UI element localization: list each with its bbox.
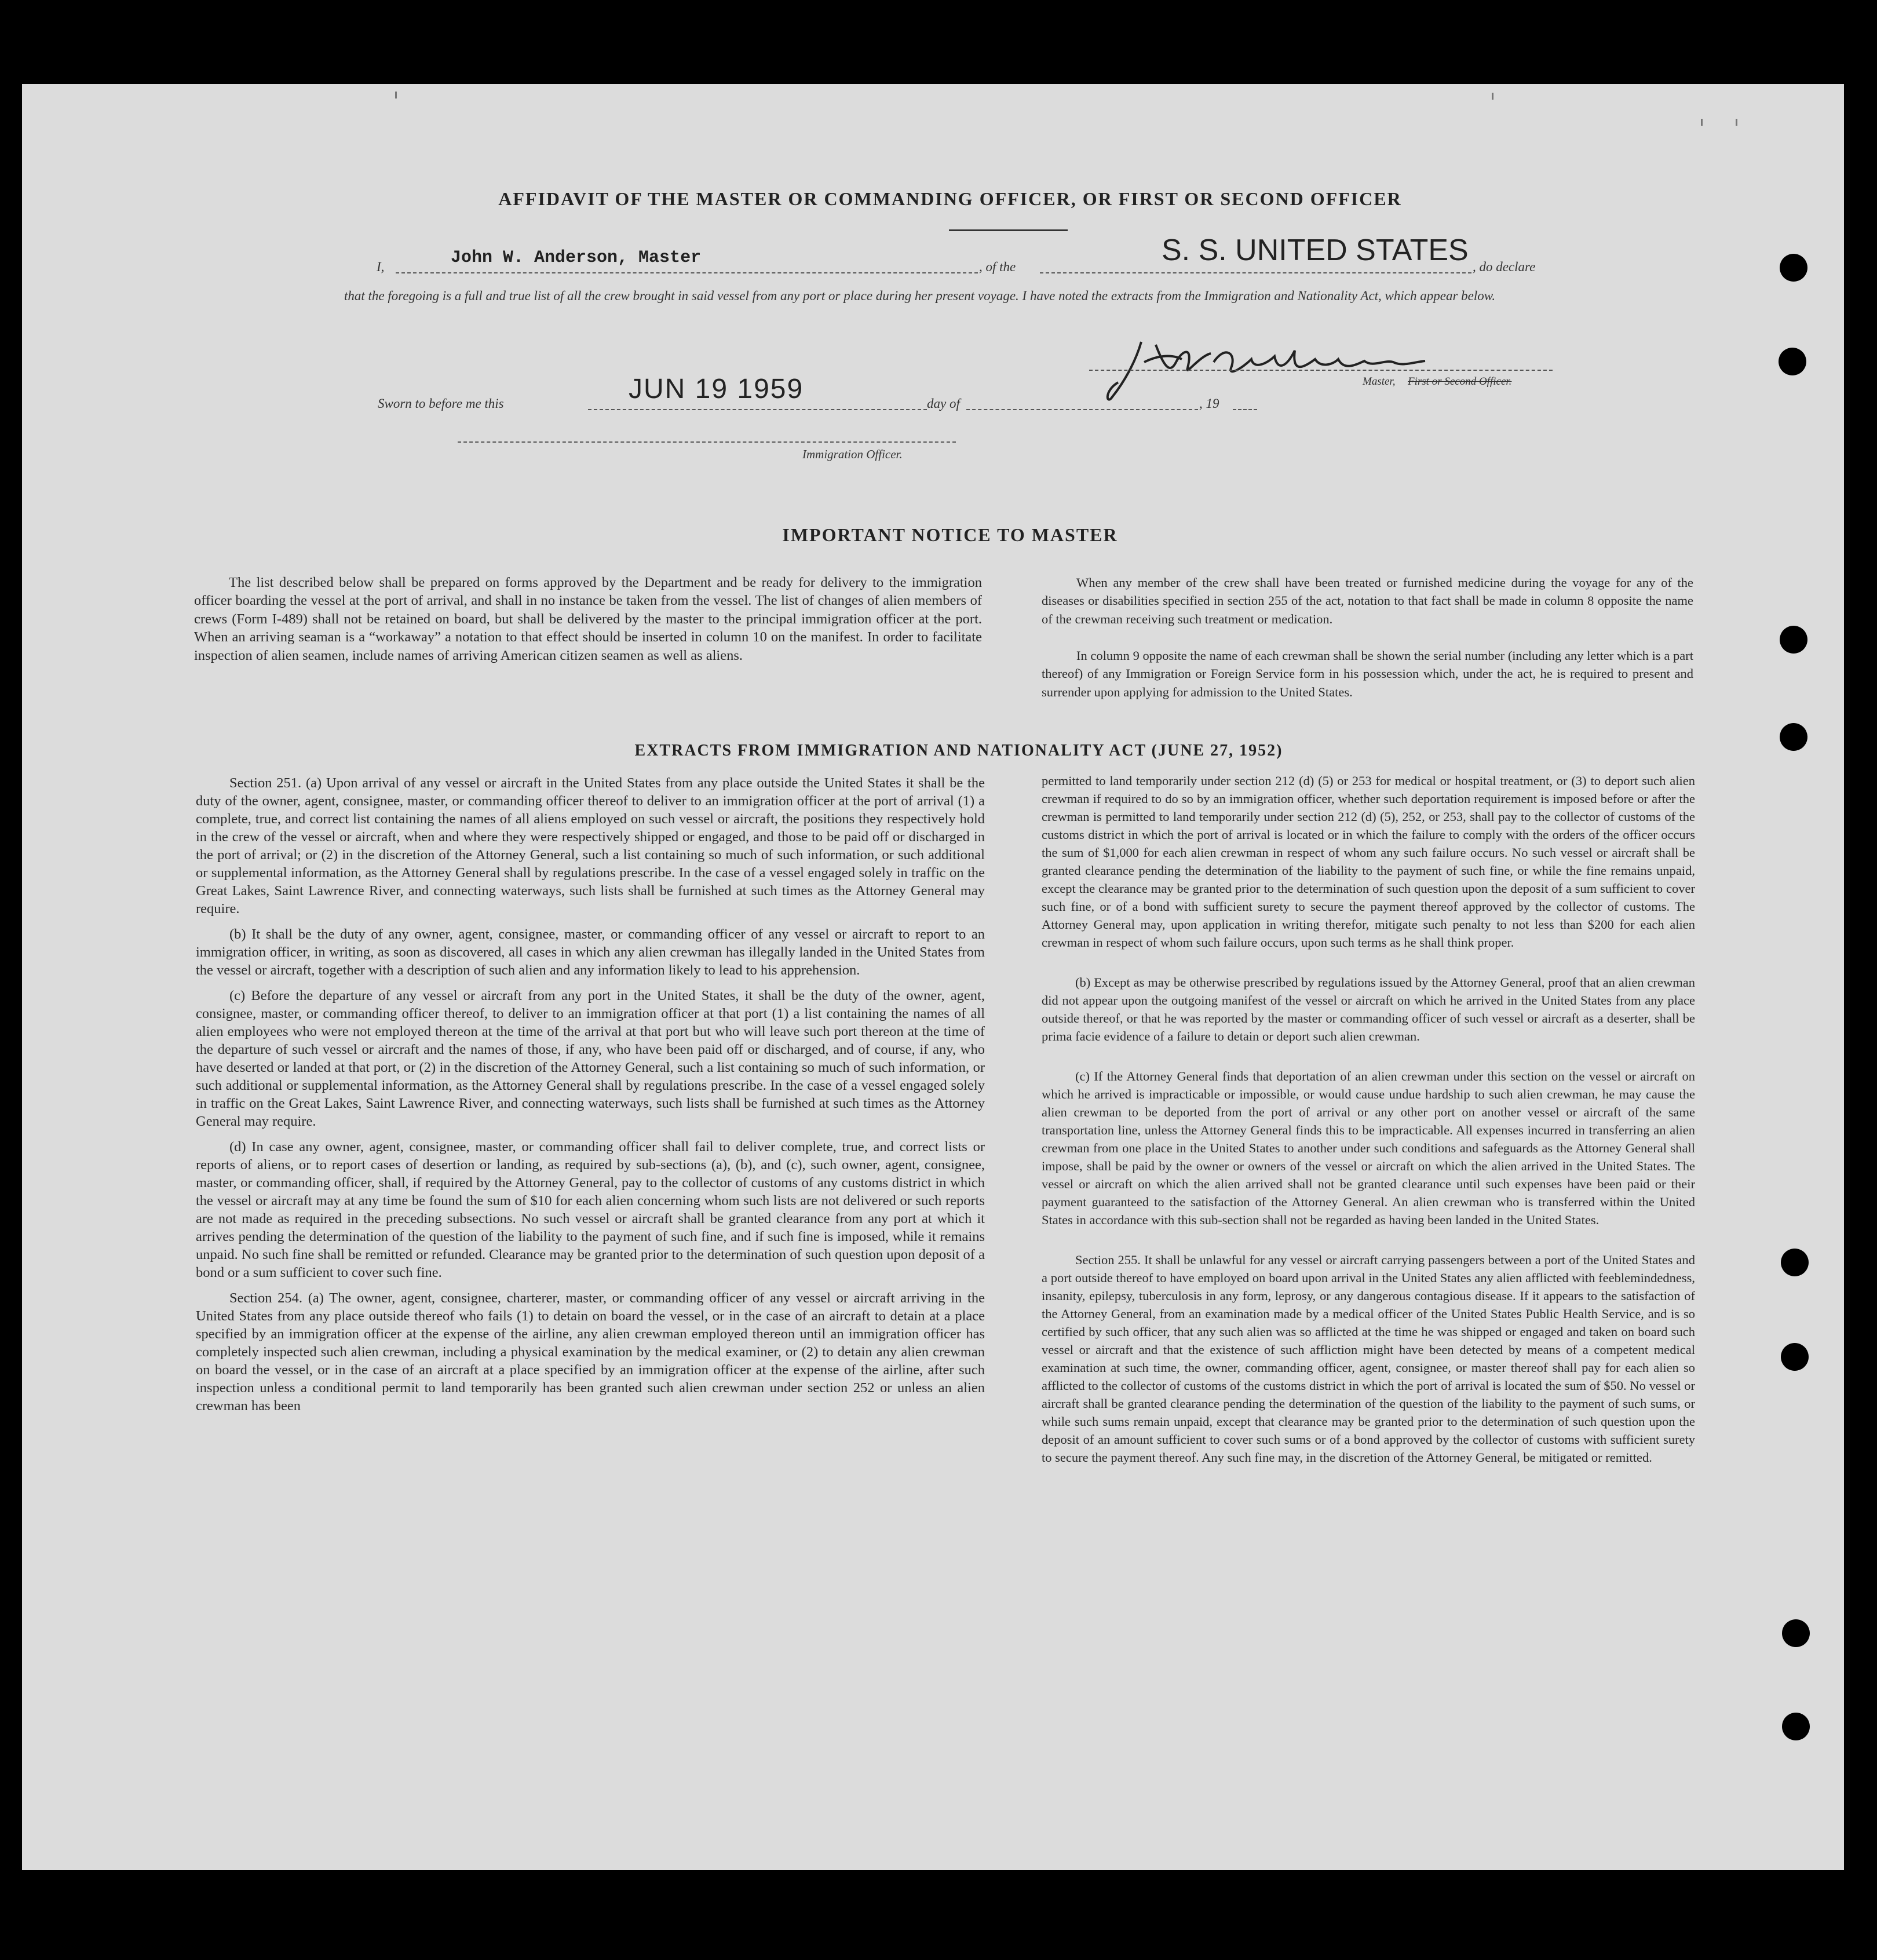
section-254a-continued: permitted to land temporarily under section 212 (d) (5) or 253 for medical or hospital treatment, or (3) to deport such alien crewman if required to do so by an immigration officer, whether such deportation requirement is imposed before or after the crewman is permitted to land temporarily under section 212 (d) (5), 252, or 253, shall pay to the collector of customs of the customs district in which the port of arrival is located or in which the failure to comply with the orders of the officer occurs the sum of $1,000 for each alien crewman in respect of whom any such failure occurs. No such vessel or aircraft shall be granted clearance pending the determination of the liability to the payment of such fine, or while the fine remains unpaid, except the clearance may be granted prior to the determination of such question upon the deposit of a sum sufficient to cover such fine, or of a bond with sufficient surety to secure the payment thereof approved by the collector of customs. The Attorney General may, upon application in writing therefor, mitigate such penalty to not less than $200 for each alien crewman in respect of whom such failure occurs, upon such terms as he shall think proper.: [1042, 773, 1695, 950]
binder-hole: [1782, 1619, 1810, 1647]
section-251c: (c) Before the departure of any vessel or aircraft from any port in the United States, it shall be the duty of the owner, agent, consignee, master, or commanding officer thereof, to deliver to an immigration officer at that port (1) a list containing the names of all alien employees who were not employed thereon at the time of the arrival at that port but who will leave such port thereon at the time of the departure of such vessel or aircraft and the names of those, if any, who have been paid off or discharged, and of course, if any, who have deserted or landed at that port, or (2) in the discretion of the Attorney General, such a list containing so much of such information, or such additional or supplemental information, as the Attorney General shall by regulations prescribe. In the case of a vessel engaged solely in traffic on the Great Lakes, Saint Lawrence River, and connecting waterways, such lists shall be furnished at such times as the Attorney General may require.: [196, 988, 985, 1129]
month-line: [966, 409, 1198, 410]
officer-caption: Immigration Officer.: [802, 447, 903, 461]
section-251b: (b) It shall be the duty of any owner, agent, consignee, master, or commanding officer of any vessel or aircraft to report to an immigration officer, in writing, as soon as discovered, all cases in which any alien crewman has illegally landed in the United States from the vessel or aircraft, together with a description of such alien and any information likely to lead to his apprehension.: [196, 926, 985, 978]
binder-hole: [1780, 626, 1807, 654]
section-255: Section 255. It shall be unlawful for any vessel or aircraft carrying passengers between a port of the United States and a port outside thereof to have employed on board upon arrival in the United States any alien afflicted with feeblemindedness, insanity, epilepsy, tuberculosis in any form, leprosy, or any dangerous contagious disease. If it appears to the satisfaction of the Attorney General, from an examination made by a medical officer of the United States Public Health Service, and is so certified by such officer, that any such alien was so afflicted at the time he was shipped or engaged and taken on board such vessel or aircraft and that the existence of such affliction might have been detected by means of a competent medical examination at such time, the owner, commanding officer, agent, consignee, or master thereof shall pay for each alien so afflicted to the collector of customs of the customs district in which the port of arrival is located the sum of $50. No vessel or aircraft shall be granted clearance pending the determination of the question of the liability to the payment of such sums, or while such sums remain unpaid, except that clearance may be granted prior to the determination of such question upon the deposit of an amount sufficient to cover such sums or of a bond approved by the collector of customs with sufficient surety to secure the payment thereof. Any such fine may, in the discretion of the Attorney General, be mitigated or remitted.: [1042, 1253, 1695, 1465]
binder-hole: [1781, 1249, 1809, 1276]
day-label: day of: [927, 396, 960, 411]
affidavit-heading: AFFIDAVIT OF THE MASTER OR COMMANDING OFFICER, OR FIRST OR SECOND OFFICER: [498, 188, 1402, 209]
notice-left-paragraph: The list described below shall be prepared on forms approved by the Department and be ready for delivery to the immigration officer boarding the vessel at the port of arrival, and shall in no instance be taken from the vessel. The list of changes of alien members of crews (Form I-489) shall not be retained on board, but shall be delivered by the master to the principal immigration officer at the port. When an arriving seaman is a “workaway” a notation to that effect should be inserted in column 10 on the manifest. In order to facilitate inspection of alien seamen, include names of arriving American citizen seamen as well as aliens.: [194, 575, 982, 663]
binder-hole: [1781, 1343, 1809, 1371]
vessel-line: [1040, 272, 1471, 273]
binder-hole: [1780, 254, 1807, 282]
notice-right-paragraph-2: In column 9 opposite the name of each crewman shall be shown the serial number (including any letter which is a part thereof) of any Immigration or Foreign Service form in his possession which, under the act, he is required to present and surrender upon applying for admission to the United States.: [1042, 648, 1693, 699]
notice-right-paragraph-1: When any member of the crew shall have been treated or furnished medicine during the voyage for any of the diseases or disabilities specified in section 255 of the act, notation to that fact shall be made in column 8 opposite the name of the crewman receiving such treatment or medication.: [1042, 575, 1693, 626]
master-name-line: [396, 272, 978, 273]
year-line: [1233, 409, 1257, 410]
label-do-declare: , do declare: [1473, 260, 1536, 274]
label-of-the: , of the: [979, 260, 1016, 274]
signature-caption-officer: First or Second Officer.: [1408, 375, 1512, 388]
corner-tick: [1492, 93, 1493, 100]
section-254a: Section 254. (a) The owner, agent, consignee, charterer, master, or commanding officer of any vessel or aircraft arriving in the United States from any place outside thereof who fails (1) to detain on board the vessel, or in the case of an aircraft to detain at a place specified by an immigration officer at the expense of the airline, any alien crewman employed thereon until an immigration officer has completely inspected such alien crewman, including a physical examination by the medical examiner, or (2) to detain any alien crewman on board the vessel, or in the case of an aircraft at a place specified by an immigration officer at the expense of the airline, after such inspection unless a conditional permit to land temporarily has been granted such alien crewman under section 252 or unless an alien crewman has been: [196, 1290, 985, 1414]
corner-tick: [1701, 119, 1703, 126]
label-i: I,: [377, 260, 385, 274]
extracts-right-column: [1042, 772, 1695, 1474]
sworn-date-line: [588, 409, 927, 410]
binder-hole: [1782, 1713, 1810, 1740]
extracts-left-column: [196, 774, 985, 1422]
section-254b: (b) Except as may be otherwise prescribed by regulations issued by the Attorney General, proof that an alien crewman did not appear upon the outgoing manifest of the vessel or aircraft on which he arrived in the United States from any place outside thereof, or that he was reported by the master or commanding officer of such vessel or aircraft as a deserter, shall be prima facie evidence of a failure to detain or deport such alien crewman.: [1042, 975, 1695, 1043]
notice-heading: IMPORTANT NOTICE TO MASTER: [782, 524, 1118, 545]
binder-hole: [1780, 723, 1807, 751]
section-254c: (c) If the Attorney General finds that deportation of an alien crewman under this section on the vessel or aircraft on which he arrived is impracticable or impossible, or would cause undue hardship to such alien crewman, he may cause the alien crewman to be deported from the port of arrival or any other port on another vessel or aircraft of the same transportation line, unless the Attorney General finds this to be impracticable. All expenses incurred in transferring an alien crewman from one place in the United States to another under such conditions and safeguards as the Attorney General shall impose, shall be paid by the owner or owners of the vessel or aircraft on which the alien arrived in the United States. The vessel or aircraft on which the alien arrived shall not be granted clearance until such expenses have been paid or their payment guaranteed to the satisfaction of the Attorney General. An alien crewman who is transferred within the United States in accordance with this sub-section shall not be regarded as having been landed in the United States.: [1042, 1069, 1695, 1227]
signature: [1101, 327, 1448, 408]
extracts-heading: EXTRACTS FROM IMMIGRATION AND NATIONALITY ACT (JUNE 27, 1952): [634, 742, 1283, 760]
declaration-text: that the foregoing is a full and true list of all the crew brought in said vessel from any port or place during her present voyage. I have noted the extracts from the Immigration and Nationality Act, which appear below.: [344, 289, 1496, 303]
officer-line: [458, 441, 956, 443]
section-251a: Section 251. (a) Upon arrival of any vessel or aircraft in the United States from any place outside the United States it shall be the duty of the owner, agent, consignee, master, or commanding officer thereof to deliver to an immigration officer at the port of arrival (1) a complete, true, and correct list containing the names of all aliens employed on such vessel or aircraft, the positions they respectively hold in the crew of the vessel or aircraft, when and where they were respectively shipped or engaged, and those to be paid off or discharged in the port of arrival; or (2) in the discretion of the Attorney General, such a list containing so much of such information, or such additional or supplemental information, as the Attorney General shall by regulations prescribe. In the case of a vessel engaged solely in traffic on the Great Lakes, Saint Lawrence River, and connecting waterways, such lists shall be furnished at such times as the Attorney General may require.: [196, 775, 985, 917]
binder-hole: [1779, 348, 1806, 375]
heading-rule: [949, 229, 1068, 231]
section-251d: (d) In case any owner, agent, consignee, master, or commanding officer shall fail to deliver complete, true, and correct lists or reports of aliens, or to report cases of desertion or landing, as required by sub-sections (a), (b), and (c), such owner, agent, consignee, master, or commanding officer, shall, if required by the Attorney General, pay to the collector of customs of any customs district in which the vessel or aircraft may at any time be found the sum of $10 for each alien concerning whom such lists are not delivered or such reports are not made as required in the preceding subsections. No such vessel or aircraft shall be granted clearance from any port at which it arrives pending the determination of the question of the liability to the payment of such fine, and if such fine is imposed, while it remains unpaid. No such fine shall be remitted or refunded. Clearance may be granted prior to the determination of such question upon deposit of a bond or a sum sufficient to cover such fine.: [196, 1139, 985, 1280]
signature-caption-master: Master,: [1363, 375, 1396, 388]
sworn-label: Sworn to before me this: [378, 396, 504, 411]
date-stamp: JUN 19 1959: [629, 374, 804, 404]
corner-tick: [395, 92, 397, 98]
master-name: John W. Anderson, Master: [451, 248, 702, 268]
year-label: , 19: [1199, 396, 1219, 411]
corner-tick: [1736, 119, 1737, 126]
vessel-name: S. S. UNITED STATES: [1162, 233, 1469, 267]
signature-line: [1089, 370, 1553, 371]
